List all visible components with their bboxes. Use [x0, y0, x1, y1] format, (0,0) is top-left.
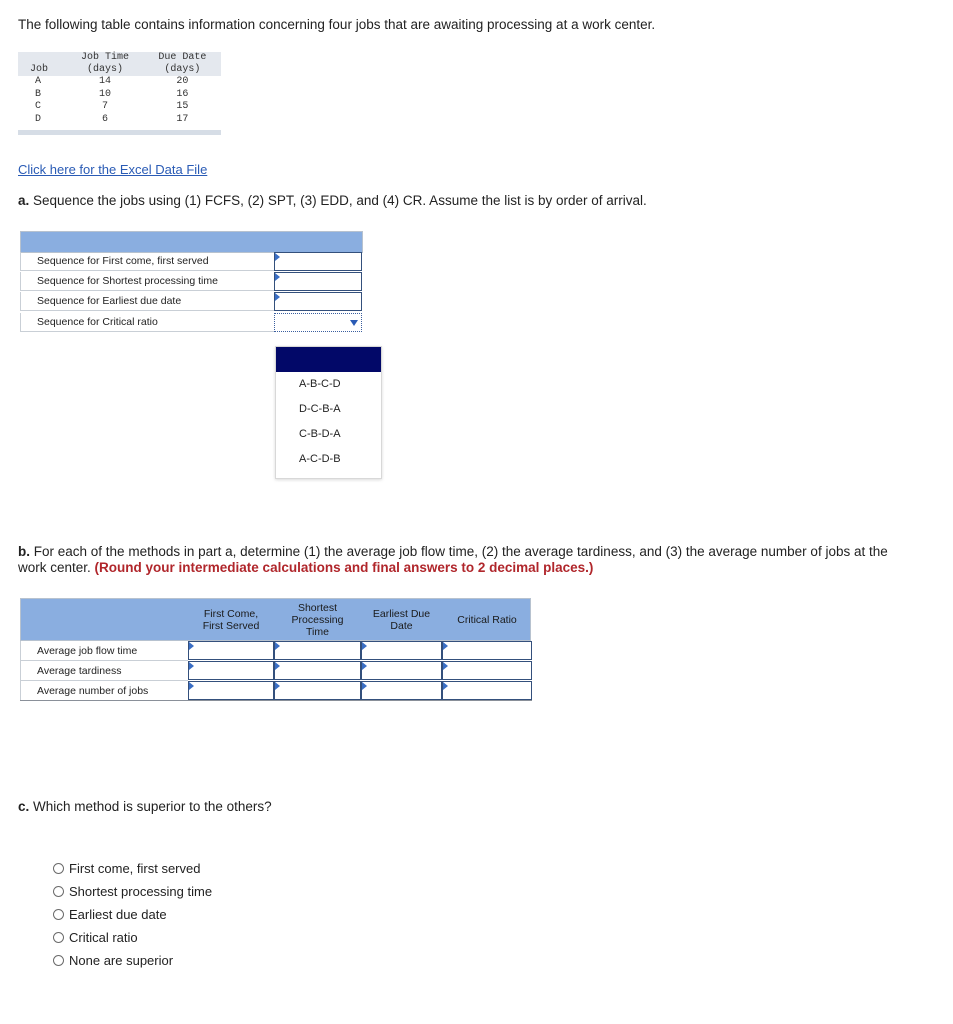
dropdown-highlighted-option[interactable]: [276, 347, 381, 372]
chevron-down-icon[interactable]: [350, 320, 358, 326]
col-due-date-header: Due Date (days): [144, 52, 221, 76]
spt-sequence-select[interactable]: [274, 272, 362, 291]
job-data-table: [18, 52, 221, 135]
part-a-table-header: [20, 231, 363, 253]
cr-sequence-select[interactable]: [274, 313, 362, 332]
col-job-header: Job: [18, 52, 66, 76]
dropdown-option[interactable]: D-C-B-A: [299, 403, 341, 415]
radio-circle-icon[interactable]: [53, 886, 64, 897]
flow-time-cr-input[interactable]: [442, 641, 532, 660]
col-header-spt: Shortest Processing Time: [291, 601, 344, 638]
table-row: A 14 20: [35, 76, 189, 87]
tardiness-cr-input[interactable]: [442, 661, 532, 680]
part-c-question: c. Which method is superior to the others?: [18, 799, 272, 814]
table-row: B 10 16: [35, 88, 189, 100]
radio-option-fcfs[interactable]: First come, first served: [53, 859, 200, 877]
flow-time-edd-input[interactable]: [361, 641, 442, 660]
row-label-cr: Sequence for Critical ratio: [20, 313, 274, 332]
row-label-edd: Sequence for Earliest due date: [20, 292, 274, 311]
part-b-question: b. For each of the methods in part a, determine (1) the average job flow time, (2) the average tardiness, and (3) the average number of jobs at the work center. (Round your intermediate calculations and final answers to 2 decimal places.): [18, 544, 888, 575]
flow-time-spt-input[interactable]: [274, 641, 361, 660]
row-label-avg-jobs: Average number of jobs: [20, 681, 188, 701]
radio-circle-icon[interactable]: [53, 863, 64, 874]
intro-text: The following table contains information concerning four jobs that are awaiting processing at a work center.: [18, 17, 656, 32]
dropdown-option[interactable]: A-B-C-D: [299, 378, 341, 390]
dropdown-option[interactable]: A-C-D-B: [299, 453, 341, 465]
radio-option-spt[interactable]: Shortest processing time: [53, 882, 212, 900]
radio-circle-icon[interactable]: [53, 955, 64, 966]
sequence-dropdown-menu: [275, 346, 382, 479]
flow-time-fcfs-input[interactable]: [188, 641, 274, 660]
excel-data-link[interactable]: Click here for the Excel Data File: [18, 162, 208, 177]
avg-jobs-fcfs-input[interactable]: [188, 681, 274, 700]
fcfs-sequence-select[interactable]: [274, 252, 362, 271]
row-label-fcfs: Sequence for First come, first served: [20, 252, 274, 271]
part-b-table: [20, 598, 532, 701]
radio-circle-icon[interactable]: [53, 932, 64, 943]
tardiness-fcfs-input[interactable]: [188, 661, 274, 680]
table-bottom-border: [20, 700, 532, 701]
row-label-spt: Sequence for Shortest processing time: [20, 272, 274, 291]
dropdown-option[interactable]: C-B-D-A: [299, 428, 341, 440]
col-job-time-header: Job Time (days): [66, 52, 143, 76]
part-a-question: a. Sequence the jobs using (1) FCFS, (2) SPT, (3) EDD, and (4) CR. Assume the list is by order of arrival.: [18, 193, 647, 208]
avg-jobs-spt-input[interactable]: [274, 681, 361, 700]
radio-circle-icon[interactable]: [53, 909, 64, 920]
col-header-edd: Earliest Due Date: [372, 607, 431, 632]
radio-option-cr[interactable]: Critical ratio: [53, 928, 138, 946]
tardiness-spt-input[interactable]: [274, 661, 361, 680]
radio-option-edd[interactable]: Earliest due date: [53, 905, 167, 923]
avg-jobs-cr-input[interactable]: [442, 681, 532, 700]
row-label-avg-flow-time: Average job flow time: [20, 641, 188, 661]
avg-jobs-edd-input[interactable]: [361, 681, 442, 700]
tardiness-edd-input[interactable]: [361, 661, 442, 680]
table-row: C 7 15: [35, 101, 189, 112]
col-header-fcfs: First Come, First Served: [202, 607, 260, 632]
radio-option-none[interactable]: None are superior: [53, 951, 173, 969]
edd-sequence-select[interactable]: [274, 292, 362, 311]
rounding-instruction: (Round your intermediate calculations and final answers to 2 decimal places.): [94, 560, 594, 575]
row-label-avg-tardiness: Average tardiness: [20, 661, 188, 681]
table-row: D 6 17: [18, 114, 221, 133]
col-header-cr: Critical Ratio: [457, 613, 517, 626]
